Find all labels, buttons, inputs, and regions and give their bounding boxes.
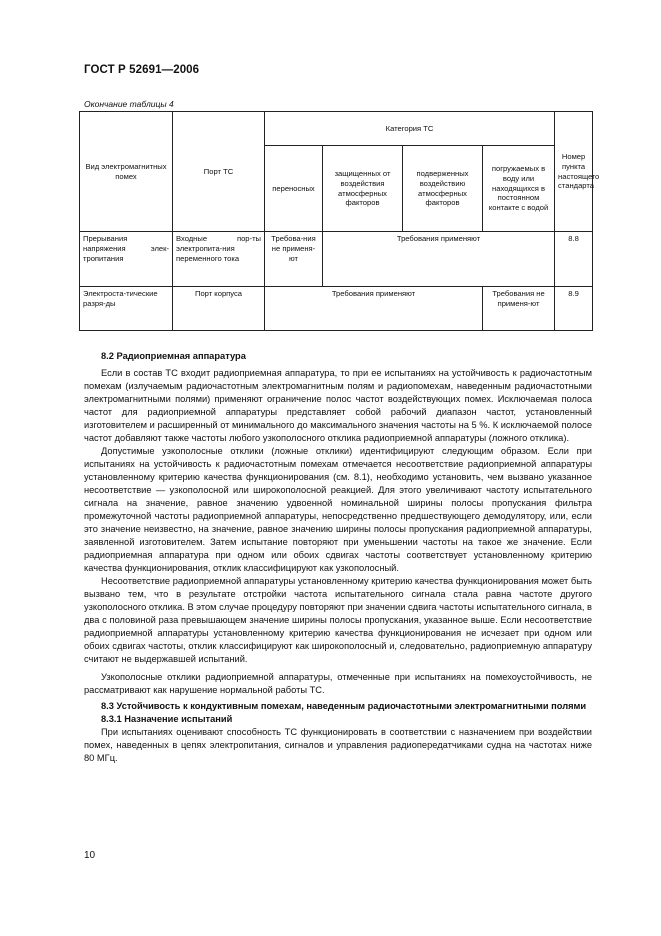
section-8-2-title: 8.2 Радиоприемная аппаратура [101,351,246,361]
table-row [80,232,593,287]
page-number: 10 [84,850,96,861]
header-port: Порт ТС [173,112,265,232]
body-text [84,350,592,765]
row-ref: 8.9 [555,287,593,331]
row-cell-b: Требования не применя-ют [483,287,555,331]
row-port: Порт корпуса [173,287,265,331]
paragraph: При испытаниях оценивают способность ТС функционировать в соответствии с назначением при воздействии помех, наведенных в цепях электропитания, сигналов и управления радиопередатчиками судна на частотах ниже 80 МГц. [84,727,592,763]
section-8-3-title: 8.3 Устойчивость к кондуктивным помехам, наведенным радиочастотными электромагнитными полями [101,701,587,711]
row-port: Входные пор-ты электропита-ния переменного тока [173,232,265,287]
row-type: Электроста-тические разря-ды [80,287,173,331]
paragraph: Если в состав ТС входит радиоприемная аппаратура, то при ее испытаниях на устойчивость к радиочастотным помехам (излучаемым радиочастотным электромагнитным полям и радиопомехам, наведенным радиочастотными электромагнитными полями) применяют ограничение полос частот воздействующих помех. Исключаемая полоса частот для радиоприемной аппаратуры представляет собой рабочий диапазон частот, установленный изготовителем и расширенный от минимального до максимального значения частоты на 5 %. К исключаемой полосе частот добавляют также частоты любого узкополосного отклика радиоприемной аппаратуры (ложного отклика). [84,368,592,443]
header-type: Вид электромагнитных помех [80,112,173,232]
document-header: ГОСТ Р 52691—2006 [84,64,200,76]
table-caption: Окончание таблицы 4 [84,99,174,109]
header-sub-submerged: погружаемых в воду или находящихся в постоянном контакте с водой [483,146,555,232]
table-4 [79,111,600,331]
header-sub-exposed: подверженных воздействию атмосферных факторов [403,146,483,232]
row-cell-b: Требования применяют [323,232,555,287]
row-type: Прерывания напряжения элек-тропитания [80,232,173,287]
header-sub-protected: защищенных от воздействия атмосферных факторов [323,146,403,232]
row-cell-a: Требова-ния не применя-ют [265,232,323,287]
section-8-3-1-title: 8.3.1 Назначение испытаний [101,714,233,724]
paragraph: Допустимые узкополосные отклики (ложные отклики) идентифицируют следующим образом. Если при испытаниях на устойчивость к радиочастотным помехам отмечается несоответствие радиоприемной аппаратуры установленному критерию качества функционирования (см. 8.1), необходимо установить, чем вызвано указанное несоответствие — узкополосной или широкополосной реакцией. Для этого увеличивают частоту испытательного сигнала на значение, равное значению удвоенной номинальной ширины полосы пропускания фильтра промежуточной частоты радиоприемной аппаратуры, непосредственно предшествующего демодулятору, или, если это значение неизвестно, на значение, равное значению ширины полосы пропускания радиоприемной аппаратуры, заявленной изготовителем. Затем испытание повторяют при уменьшении частоты на такое же значение. Если радиоприемная аппаратура при одном или обоих сдвигах частоты соответствует установленному критерию качества функционирования, отклик классифицируют как узкополосный. [84,446,592,573]
header-category: Категория ТС [265,112,555,146]
row-cell-a: Требования применяют [265,287,483,331]
header-ref: Номер пункта настоящего стандарта [555,112,593,232]
paragraph: Узкополосные отклики радиоприемной аппаратуры, отмеченные при испытаниях на помехоустойчивость, не рассматривают как нарушение нормальной работы ТС. [84,672,592,695]
table-row [80,287,593,331]
row-ref: 8.8 [555,232,593,287]
paragraph: Несоответствие радиоприемной аппаратуры установленному критерию качества функционирования может быть вызвано тем, что в результате отстройки частота испытательного сигнала стала равна частоте другого узкополосного отклика. В этом случае процедуру повторяют при значении сдвига частоты испытательного сигнала, в два с половиной раза превышающем значение ширины полосы пропускания, указанное выше. Если несоответствие радиоприемной аппаратуры установленному критерию качества функционирования не исчезает при одном или обоих сдвигах частоты, отклик классифицируют как широкополосный и, следовательно, радиоприемную аппаратуру считают не выдержавшей испытаний. [84,576,592,664]
header-sub-portable: переносных [265,146,323,232]
